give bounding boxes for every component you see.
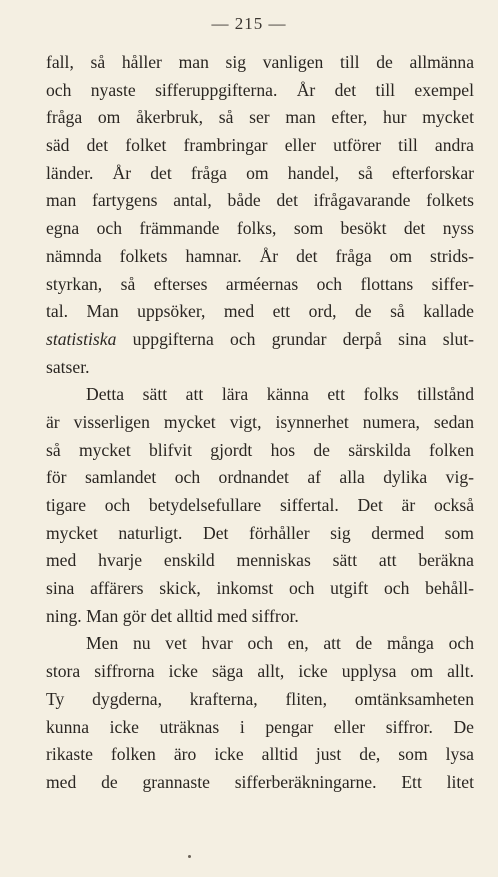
text-line: med de grannaste sifferberäkningarne. Ett litet <box>46 771 474 792</box>
text-line: sina affärers skick, inkomst och utgift och behåll- <box>46 578 474 599</box>
text-line: styrkan, så efterses arméernas och flottans siffer- <box>46 273 474 294</box>
text-line: stora siffrorna icke säga allt, icke upplysa om allt. <box>46 661 474 682</box>
text-line: för samlandet och ordnandet af alla dylika vig- <box>46 467 474 488</box>
text-line: så mycket blifvit gjordt hos de särskilda folken <box>46 439 474 460</box>
paragraph-first-line: Detta sätt att lära känna ett folks tillstånd <box>86 384 474 405</box>
text-line: ning. Man gör det alltid med siffror. <box>46 605 299 626</box>
text-line: Ty dygderna, krafterna, fliten, omtänksamheten <box>46 688 474 709</box>
text-line: fall, så håller man sig vanligen till de allmänna <box>46 52 474 72</box>
text-line-rest: uppgifterna och grundar derpå sina slut- <box>116 328 474 349</box>
text-line: tigare och betydelsefullare siffertal. Det är också <box>46 495 474 515</box>
body-text <box>46 49 474 797</box>
page-number: — 215 — <box>211 14 287 33</box>
text-line <box>46 326 474 354</box>
text-line: fråga om åkerbruk, så ser man efter, hur mycket <box>46 107 474 128</box>
text-line: tal. Man uppsöker, med ett ord, de så kallade <box>46 301 474 322</box>
paragraph-first-line: Men nu vet hvar och en, att de många och <box>86 633 474 654</box>
text-line: med hvarje enskild menniskas sätt att beräkna <box>46 550 474 571</box>
text-line: säd det folket frambringar eller utförer till andra <box>46 135 474 156</box>
text-line: länder. År det fråga om handel, så efterforskar <box>46 162 474 183</box>
text-line: mycket naturligt. Det förhåller sig dermed som <box>46 522 474 543</box>
text-line: man fartygens antal, både det ifrågavarande folkets <box>46 190 474 211</box>
text-line: nämnda folkets hamnar. År det fråga om strids- <box>46 245 474 266</box>
text-line: är visserligen mycket vigt, isynnerhet numera, sedan <box>46 411 474 432</box>
text-line: kunna icke uträknas i pengar eller siffror. De <box>46 716 474 737</box>
text-line: och nyaste sifferuppgifterna. År det till exempel <box>46 79 474 100</box>
text-line: satser. <box>46 356 90 377</box>
text-line: egna och främmande folks, som besökt det nyss <box>46 218 474 239</box>
ink-speck <box>188 855 191 858</box>
italic-word: statistiska <box>46 328 117 349</box>
text-line: rikaste folken äro icke alltid just de, som lysa <box>46 744 474 765</box>
